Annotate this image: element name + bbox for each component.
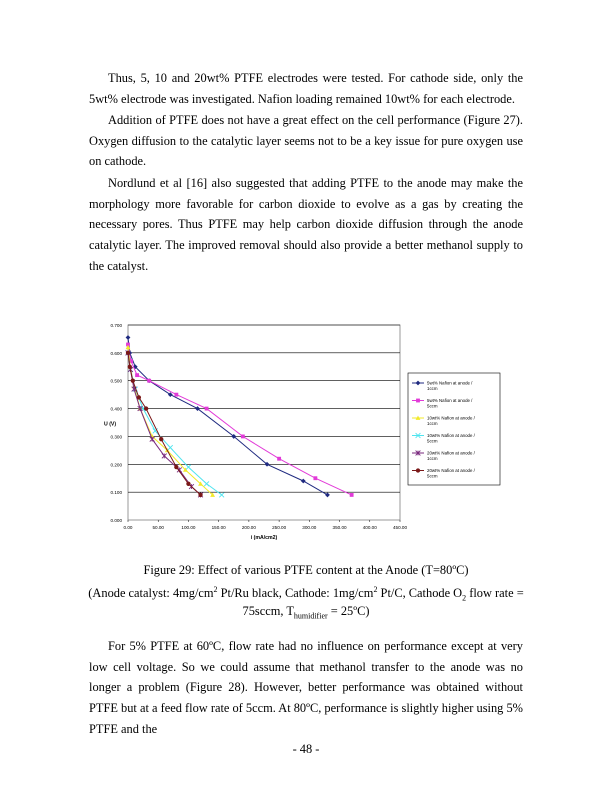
series-2-point xyxy=(174,393,178,397)
x-tick-label: 0.00 xyxy=(123,525,133,530)
series-6-point xyxy=(159,437,163,441)
paragraph-after-figure: For 5% PTFE at 60ºC, flow rate had no influence on performance except at very low cell voltage. So we could assume that methanol transfer to the anode was no longer a problem (Figure 28). However, better performance was obtained without PTFE but at a feed flow rate of 5ccm. At 80ºC, performance is slightly higher using 5% PTFE and the xyxy=(89,639,523,736)
figure-caption-line3: 75sccm, $T_{humidifier}$ = 25ºC) xyxy=(242,604,370,621)
series-2-point xyxy=(205,407,209,411)
plot-area xyxy=(128,325,400,520)
x-tick-label: 100.00 xyxy=(181,525,196,530)
y-tick-label: 0.100 xyxy=(110,490,122,496)
series-6-point xyxy=(131,379,135,383)
paragraph-2: Addition of PTFE does not have a great effect on the cell performance (Figure 27). Oxygen diffusion to the catalytic layer seems not to be a key issue for pure oxygen use on cathode. xyxy=(89,113,523,169)
legend-swatch-marker xyxy=(416,399,420,403)
y-tick-label: 0.500 xyxy=(110,378,122,384)
legend-swatch-marker xyxy=(416,468,420,472)
series-6-point xyxy=(126,351,130,355)
legend-label: 5wt% Nafion at anode / xyxy=(427,380,473,386)
page-number: - 48 - xyxy=(292,742,320,756)
chart-svg xyxy=(100,315,512,550)
paragraph-3: Nordlund et al [16] also suggested that adding PTFE to the anode may make the morphology more favorable for carbon dioxide to evolve as a gas by creating the necessary pores. Thus PTFE may help carbon dioxide diffusion through the anode catalytic layer. The improved removal should also provide a better methanol supply to the catalyst. xyxy=(89,176,523,273)
series-2-point xyxy=(147,379,151,383)
series-6-point xyxy=(128,365,132,369)
x-axis-label: i (mA/cm2) xyxy=(250,535,278,541)
series-2-point xyxy=(241,435,245,439)
x-tick-label: 250.00 xyxy=(272,525,287,530)
series-6-point xyxy=(174,465,178,469)
legend-label: 5wt% Nafion at anode / xyxy=(427,398,473,403)
legend-label: 10wt% Nafion at anode / xyxy=(427,433,475,438)
x-tick-label: 350.00 xyxy=(332,525,347,530)
series-2-point xyxy=(277,457,281,461)
legend-label: 20wt% Nafion at anode / xyxy=(427,468,475,473)
series-6-point xyxy=(186,482,190,486)
y-tick-label: 0.200 xyxy=(110,462,122,468)
series-2-point xyxy=(135,373,139,377)
legend-label-line2: 1ccm xyxy=(427,421,438,426)
series-2-point xyxy=(313,476,317,480)
legend-label-line2: 5ccm xyxy=(427,403,438,409)
y-tick-label: 0.700 xyxy=(110,323,122,328)
series-6-point xyxy=(198,493,202,497)
figure-caption-line1: Figure 29: Effect of various PTFE content at the Anode (T=80ºC) xyxy=(143,563,469,577)
x-tick-label: 200.00 xyxy=(241,525,256,530)
y-tick-label: 0.400 xyxy=(110,406,122,412)
figure-caption-line2: (Anode catalyst: $4mg/cm^2$ Pt/Ru black, Cathode: $1mg/cm^2$ Pt/C, Cathode $O_2$ flow rate = xyxy=(88,585,524,603)
legend-label: 10wt% Nafion at anode / xyxy=(427,415,475,421)
series-2-point xyxy=(350,493,354,497)
series-6-point xyxy=(144,406,148,410)
legend-label-line2: 5ccm xyxy=(427,473,438,479)
legend-label-line2: 5ccm xyxy=(427,438,438,444)
y-tick-label: 0.300 xyxy=(110,434,122,440)
chart-figure-29 xyxy=(100,315,512,550)
x-tick-label: 300.00 xyxy=(302,525,317,530)
y-axis-label: U (V) xyxy=(104,421,117,428)
x-tick-label: 50.00 xyxy=(152,525,164,530)
legend-label-line2: 1ccm xyxy=(427,456,438,461)
series-6-point xyxy=(137,395,141,399)
y-tick-label: 0.600 xyxy=(110,350,122,356)
legend-label-line2: 1ccm xyxy=(427,386,438,391)
x-tick-label: 400.00 xyxy=(362,525,377,530)
x-tick-label: 450.00 xyxy=(392,525,408,530)
legend-label: 20wt% Nafion at anode / xyxy=(427,450,475,456)
x-tick-label: 150.00 xyxy=(211,525,226,530)
y-tick-label: 0.000 xyxy=(110,518,122,523)
paragraph-1: Thus, 5, 10 and 20wt% PTFE electrodes were tested. For cathode side, only the 5wt% electrode was investigated. Nafion loading remained 10wt% for each electrode. xyxy=(89,71,523,106)
